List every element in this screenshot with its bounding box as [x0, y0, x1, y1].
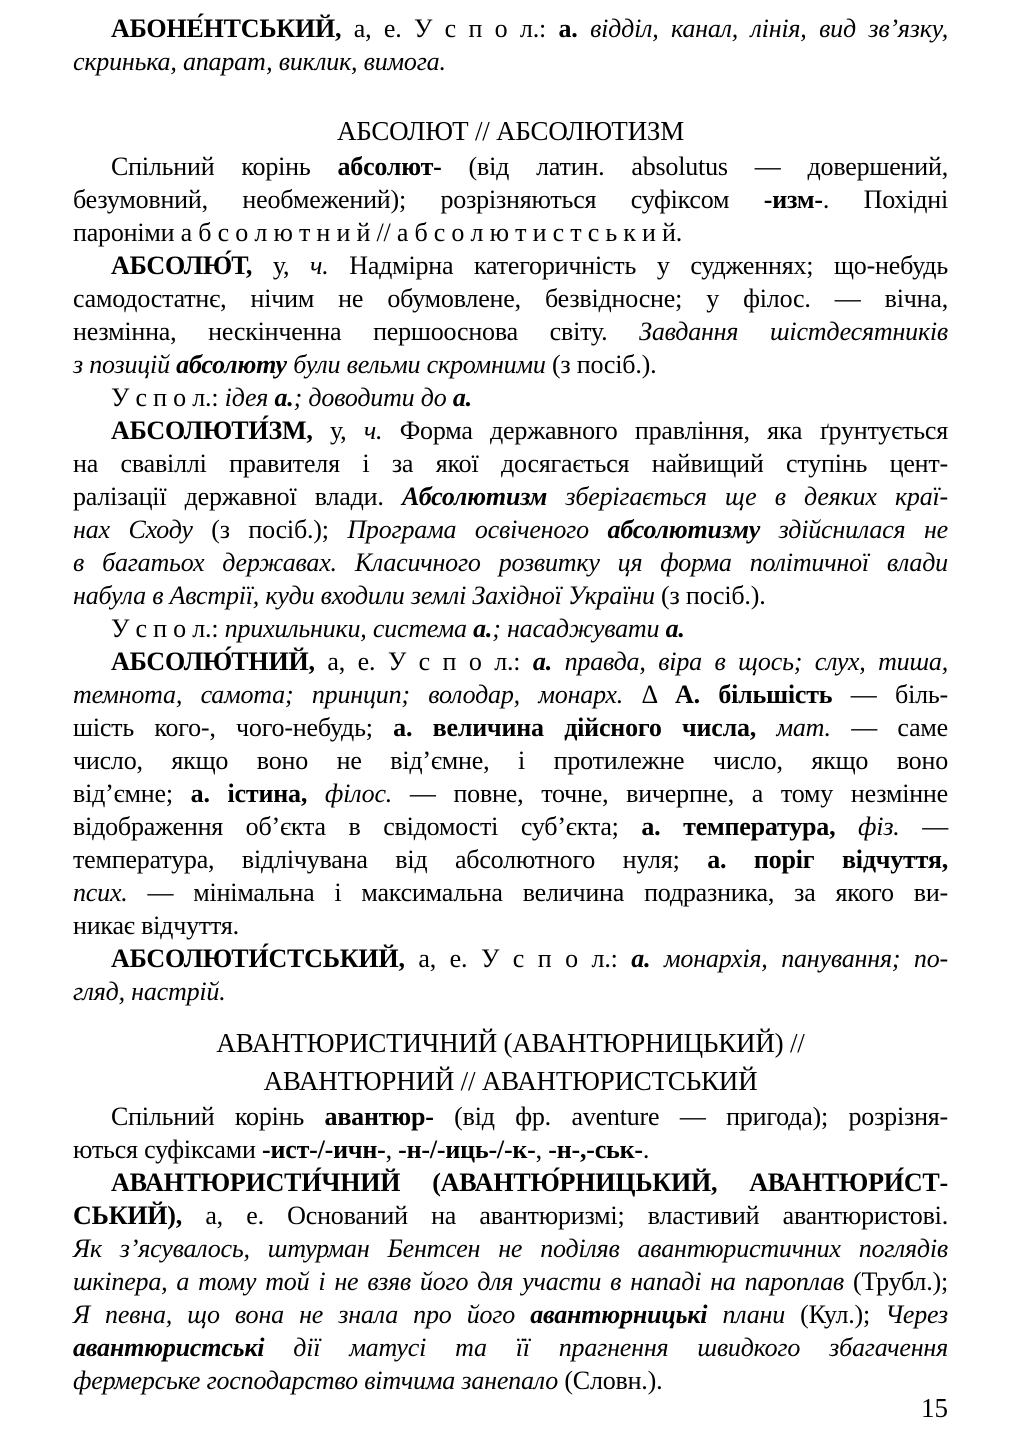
entry-group-heading [73, 1024, 948, 1100]
text-segment: гляд, настрій. [73, 977, 226, 1006]
text-segment: У с п о л.: [111, 614, 225, 643]
text-segment: дії матусі та її прагнення швидкого збагачення [264, 1333, 948, 1362]
text-line [73, 150, 948, 183]
text-segment: ч. [363, 416, 383, 445]
text-line [73, 810, 948, 843]
text-segment: прихильники, система [224, 614, 474, 643]
text-line [73, 843, 948, 876]
text-segment: у, [252, 251, 311, 280]
text-segment: АБСОЛЮ́Т, [111, 251, 253, 280]
text-segment: СЬКИЙ), [73, 1201, 183, 1230]
text-line [73, 744, 948, 777]
page-content [73, 12, 948, 1397]
text-line [73, 447, 948, 480]
text-segment: пароніми а б с о л ю т н и й // а б с о л ю т и с т с ь к и й. [73, 218, 683, 247]
text-segment: авантюристські [73, 1333, 265, 1362]
text-segment: (з посіб.); [192, 515, 348, 544]
text-segment: абсолюту [176, 350, 287, 379]
entry-paragraph [73, 1100, 948, 1166]
text-segment: Абсолютизм [401, 482, 548, 511]
text-segment: абсолют- [337, 152, 442, 181]
text-line [73, 1133, 948, 1166]
text-segment: незмінна, нескінченна першооснова світу. [73, 317, 640, 346]
text-line [73, 777, 948, 810]
text-segment: — саме [830, 713, 949, 742]
text-segment: температура, відлічувана від абсолютного нуля; [73, 845, 708, 874]
text-line [73, 381, 948, 414]
text-line [73, 1298, 948, 1331]
text-segment: відображення об’єкта в свідомості суб’єкта; [73, 812, 642, 841]
text-segment: — мінімальна і максимальна величина подразника, за якого ви- [127, 878, 948, 907]
text-segment: ; насаджувати [492, 614, 666, 643]
text-segment: шість кого-, чого-небудь; [73, 713, 394, 742]
text-segment: — [899, 812, 949, 841]
text-segment: а. [532, 647, 553, 676]
entry-paragraph [73, 414, 948, 612]
text-line [73, 876, 948, 909]
text-segment: Спільний корінь [111, 1102, 325, 1131]
text-segment: фермерське господарство вітчима занепало [73, 1366, 559, 1395]
text-line [73, 480, 948, 513]
text-segment: мат. [756, 713, 831, 742]
heading-line: АВАНТЮРИСТИЧНИЙ (АВАНТЮРНИЦЬКИЙ) // [216, 1028, 805, 1058]
text-line [73, 348, 948, 381]
text-segment: . Похідні [822, 185, 948, 214]
text-segment: -ист-/-ичн- [261, 1135, 386, 1164]
text-segment: Завдання шістдесятників [639, 317, 949, 346]
text-line [73, 315, 948, 348]
text-line [73, 1100, 948, 1133]
text-segment: нах Сходу [73, 515, 193, 544]
text-segment: -н-/-иць-/-к- [398, 1135, 536, 1164]
text-segment: псих. [73, 878, 128, 907]
text-segment: філос. [307, 779, 393, 808]
text-line [73, 711, 948, 744]
entry-group-heading [73, 112, 948, 150]
text-segment: , [385, 1135, 399, 1164]
text-line [73, 678, 948, 711]
text-segment: плани [707, 1300, 786, 1329]
text-segment: ; доводити до [293, 383, 453, 412]
text-segment: а. температура, [641, 812, 836, 841]
text-segment: — повне, точне, вичерпне, а тому незмінне [392, 779, 948, 808]
text-line [73, 579, 948, 612]
text-segment: а, е. У с п о л.: [404, 944, 632, 973]
text-segment: правда, віра в щось; слух, тиша, [552, 647, 948, 676]
entry-paragraph [73, 612, 948, 645]
text-segment: а, е. У с п о л.: [341, 14, 559, 43]
text-segment: з позицій [73, 350, 177, 379]
entry-paragraph [73, 645, 948, 942]
text-line [73, 645, 948, 678]
text-line [73, 282, 948, 315]
text-segment: АБСОЛЮ́ТНИЙ, [111, 647, 315, 676]
text-segment: на свавіллі правителя і за якої досягається найвищий ступінь цент- [73, 449, 948, 478]
text-line [73, 1166, 948, 1199]
text-segment: АВАНТЮРИСТИ́ЧНИЙ (АВАНТЮ́РНИЦЬКИЙ, АВАНТЮРИ́СТ- [111, 1168, 948, 1197]
text-segment: , [535, 1135, 549, 1164]
text-segment: самодостатнє, нічим не обумовлене, безвідносне; у філос. — вічна, [73, 284, 948, 313]
text-segment: (від латин. absolutus — довершений, [441, 152, 948, 181]
text-segment: . [642, 1135, 650, 1164]
text-segment: темнота, самота; принцип; володар, монарх. [73, 680, 624, 709]
text-line [73, 975, 948, 1008]
text-segment: у, [312, 416, 364, 445]
text-segment: відділ, канал, лінія, вид зв’язку, [577, 14, 949, 43]
text-line [73, 1232, 948, 1265]
text-segment: Програма освіченого [347, 515, 608, 544]
text-segment: а. [631, 944, 651, 973]
page-number: 15 [921, 1393, 948, 1423]
entry-paragraph [73, 249, 948, 381]
text-segment: -н-,-ськ- [548, 1135, 643, 1164]
text-segment: фіз. [835, 812, 900, 841]
text-segment: були вельми скромними [286, 350, 546, 379]
text-line [73, 12, 948, 45]
text-segment: від’ємне; [73, 779, 191, 808]
entry-paragraph [73, 1166, 948, 1397]
text-segment: а. [473, 614, 493, 643]
text-line [73, 1199, 948, 1232]
text-segment: (від фр. aventure — пригода); розрізня- [433, 1102, 949, 1131]
text-segment: Форма державного правління, яка ґрунтується [382, 416, 948, 445]
text-segment: абсолютизму [607, 515, 761, 544]
text-segment: а. поріг відчуття, [707, 845, 949, 874]
text-line [73, 513, 948, 546]
text-segment: У с п о л.: [111, 383, 225, 412]
text-segment: а. величина дійсного числа, [393, 713, 757, 742]
text-line [73, 909, 948, 942]
text-line [73, 546, 948, 579]
text-line [73, 942, 948, 975]
text-segment: (Кул.); [785, 1300, 886, 1329]
text-segment: (Словн.). [558, 1366, 663, 1395]
text-segment: (Трубл.); [844, 1267, 948, 1296]
entry-paragraph [73, 381, 948, 414]
text-segment: Я певна, що вона не знала про його [73, 1300, 531, 1329]
heading-line: АБСОЛЮТ // АБСОЛЮТИЗМ [336, 116, 685, 146]
text-line [73, 249, 948, 282]
text-line [73, 45, 948, 78]
text-segment: а, е. Оснований на авантюризмі; властивий авантюристові. [182, 1201, 948, 1230]
text-line [73, 216, 948, 249]
text-segment: ідея [224, 383, 275, 412]
text-segment: безумовний, необмежений); розрізняються суфіксом [73, 185, 764, 214]
text-line [73, 1265, 948, 1298]
text-segment: Як з’ясувалось, штурман Бентсен не поділяв авантюристичних поглядів [73, 1234, 948, 1263]
text-segment: а. [452, 383, 472, 412]
text-segment: ються суфіксами [73, 1135, 262, 1164]
entry-paragraph [73, 12, 948, 78]
text-segment: скринька, апарат, виклик, вимога. [73, 47, 446, 76]
text-segment: (з посіб.). [545, 350, 657, 379]
heading-line: АВАНТЮРНИЙ // АВАНТЮРИСТСЬКИЙ [263, 1066, 758, 1096]
text-segment: авантюрницькі [530, 1300, 708, 1329]
text-segment: набула в Австрії, куди входили землі Західної України [73, 581, 655, 610]
text-segment: зберігається ще в деяких краї- [547, 482, 948, 511]
text-segment: АБСОЛЮТИ́ЗМ, [111, 416, 313, 445]
text-segment: Через [885, 1300, 948, 1329]
text-line [73, 1331, 948, 1364]
text-segment: шкіпера, а тому той і не взяв його для участи в нападі на пароплав [73, 1267, 845, 1296]
text-segment: — біль- [832, 680, 948, 709]
text-segment: (з посіб.). [654, 581, 766, 610]
text-segment: АБСОЛЮТИ́СТСЬКИЙ, [111, 944, 405, 973]
text-segment: в багатьох державах. Класичного розвитку ця форма політичної влади [73, 548, 948, 577]
entry-paragraph [73, 150, 948, 249]
text-segment: ралізації державної влади. [73, 482, 402, 511]
text-segment: Спільний корінь [111, 152, 338, 181]
text-segment: Δ [623, 680, 676, 709]
text-segment: монархія, панування; по- [650, 944, 948, 973]
text-line [73, 414, 948, 447]
text-segment: а. [558, 14, 578, 43]
text-line [73, 612, 948, 645]
text-segment: никає відчуття. [73, 911, 239, 940]
text-segment: ч. [310, 251, 329, 280]
text-segment: Надмірна категоричність у судженнях; що-небудь [328, 251, 948, 280]
text-segment: авантюр- [324, 1102, 434, 1131]
text-segment: АБОНЕ́НТСЬКИЙ, [111, 14, 342, 43]
entry-paragraph [73, 942, 948, 1008]
text-segment: А. більшість [675, 680, 833, 709]
text-segment: число, якщо воно не від’ємне, і протилежне число, якщо воно [73, 746, 948, 775]
text-segment: здійснилася не [760, 515, 948, 544]
text-segment: а. істина, [190, 779, 308, 808]
text-segment: а. [665, 614, 685, 643]
text-segment: -изм- [763, 185, 823, 214]
text-segment: а, е. У с п о л.: [314, 647, 533, 676]
text-line [73, 183, 948, 216]
text-segment: а. [274, 383, 294, 412]
